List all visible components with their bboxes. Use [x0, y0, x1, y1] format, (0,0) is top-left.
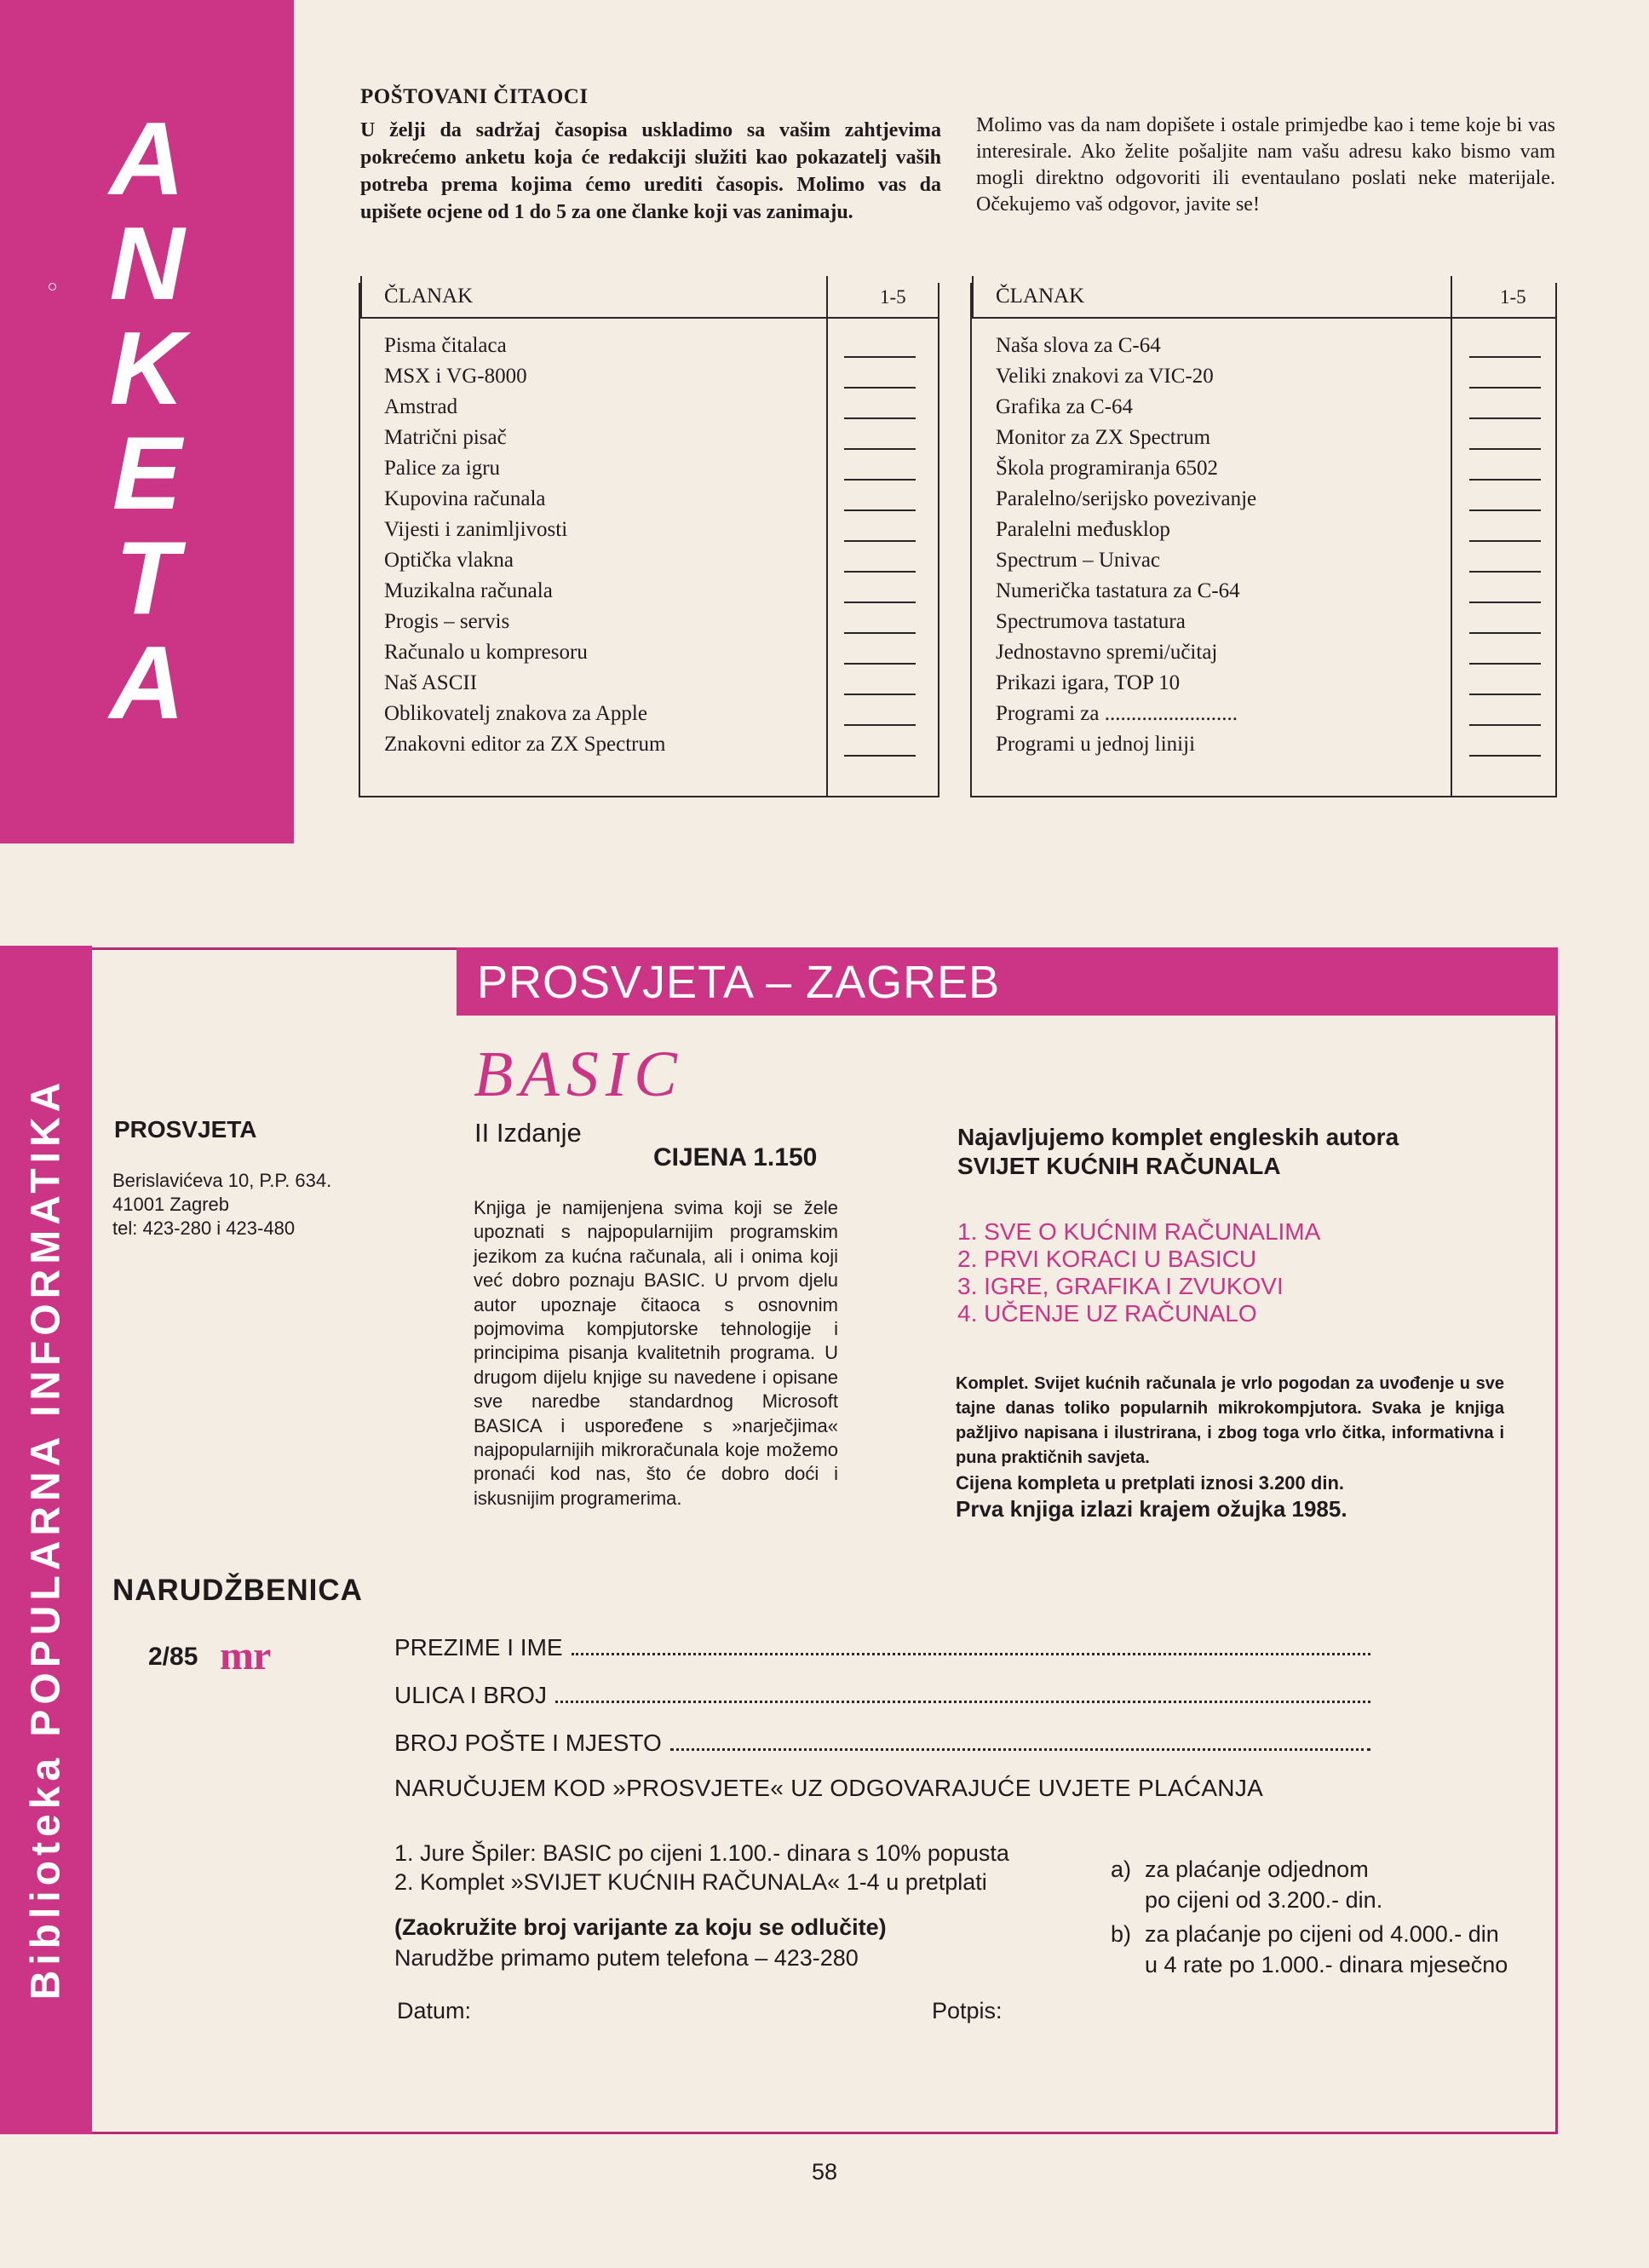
komplet-description: [956, 1372, 1504, 1522]
score-blank[interactable]: [844, 448, 916, 450]
article-name: Računalo u kompresoru: [384, 641, 588, 664]
article-name: Programi za .........................: [996, 702, 1238, 725]
table-row: [972, 392, 1555, 423]
article-name: Jednostavno spremi/učitaj: [996, 641, 1218, 664]
score-blank[interactable]: [1469, 755, 1541, 757]
intro-bold-text: U želji da sadržaj časopisa uskladimo sa vašim zahtjevima pokrećemo anketu koja će redakciji služiti kao pokazatelj vaših potreba prema kojima ćemo urediti časopis. Molimo vas da upišete ocjene od 1 do 5 za one članke koji vas zanimaju.: [360, 119, 941, 223]
biblioteka-band-text: Biblioteka POPULARNA INFORMATIKA: [23, 1077, 69, 2000]
article-name: Oblikovatelj znakova za Apple: [384, 702, 647, 725]
article-name: Matrični pisač: [384, 426, 507, 449]
score-blank[interactable]: [1469, 602, 1541, 603]
magazine-logo: mr: [220, 1633, 271, 1678]
table-row: [972, 545, 1555, 576]
header-score: 1-5: [1500, 286, 1526, 308]
list-item: 2. PRVI KORACI U BASICU: [957, 1246, 1257, 1272]
date-label: Datum:: [397, 1998, 472, 2023]
address-line: tel: 423-280 i 423-480: [112, 1217, 296, 1239]
article-name: Veliki znakovi za VIC-20: [996, 365, 1214, 388]
score-blank[interactable]: [844, 632, 916, 634]
table-row: [972, 637, 1555, 668]
score-blank[interactable]: [844, 694, 916, 695]
score-blank[interactable]: [844, 663, 916, 665]
table-row: [360, 699, 938, 729]
payment-option-b[interactable]: [1111, 1919, 1508, 1980]
article-name: Programi u jednoj liniji: [996, 733, 1196, 756]
survey-table-header: [972, 283, 1555, 319]
form-title: NARUDŽBENICA: [112, 1574, 363, 1607]
article-name: Numerička tastatura za C-64: [996, 579, 1240, 602]
article-name: Pisma čitalaca: [384, 334, 507, 357]
score-blank[interactable]: [844, 755, 916, 757]
anketa-letter: A: [109, 625, 185, 740]
table-row: [360, 331, 938, 361]
table-row: [972, 515, 1555, 545]
price: CIJENA 1.150: [653, 1143, 818, 1171]
announcement-line: Najavljujemo komplet engleskih autora: [957, 1124, 1399, 1150]
payment-line: po cijeni od 3.200.- din.: [1145, 1887, 1383, 1913]
list-item: 4. UČENJE UZ RAČUNALO: [957, 1300, 1257, 1327]
table-row: [972, 668, 1555, 699]
field-label: PREZIME I IME: [394, 1634, 563, 1661]
issue-code: 2/85: [148, 1643, 198, 1671]
survey-table-body: [972, 319, 1555, 796]
article-name: Grafika za C-64: [996, 395, 1134, 418]
address-line: 41001 Zagreb: [112, 1194, 229, 1215]
article-name: Paralelno/serijsko povezivanje: [996, 487, 1257, 510]
article-name: Prikazi igara, TOP 10: [996, 671, 1181, 694]
announcement-line: SVIJET KUĆNIH RAČUNALA: [957, 1153, 1281, 1179]
score-blank[interactable]: [1469, 724, 1541, 726]
article-name: Spectrum – Univac: [996, 549, 1161, 572]
score-blank[interactable]: [1469, 509, 1541, 511]
article-name: Monitor za ZX Spectrum: [996, 426, 1211, 449]
score-blank[interactable]: [844, 571, 916, 573]
score-blank[interactable]: [844, 387, 916, 389]
survey-table-header: [360, 283, 938, 319]
survey-table-right: [970, 283, 1557, 797]
table-row: [360, 607, 938, 637]
order-option[interactable]: 1. Jure Špiler: BASIC po cijeni 1.100.- dinara s 10% popusta: [394, 1840, 1009, 1866]
publisher-name: PROSVJETA: [114, 1116, 257, 1143]
publisher-address: [112, 1169, 402, 1240]
dotted-fill-line[interactable]: [670, 1748, 1370, 1751]
table-row: [360, 453, 938, 484]
book-series-list: [957, 1218, 1320, 1327]
score-blank[interactable]: [844, 479, 916, 481]
score-blank[interactable]: [844, 724, 916, 726]
order-options: [394, 1839, 1009, 1897]
survey-table-left: [359, 283, 939, 797]
score-blank[interactable]: [1469, 417, 1541, 419]
table-row: [972, 423, 1555, 453]
table-row: [972, 331, 1555, 361]
payment-option-a[interactable]: [1111, 1854, 1382, 1915]
score-blank[interactable]: [1469, 479, 1541, 481]
edition: II Izdanje: [474, 1118, 582, 1148]
order-option[interactable]: 2. Komplet »SVIJET KUĆNIH RAČUNALA« 1-4 u pretplati: [394, 1869, 987, 1895]
table-row: [360, 392, 938, 423]
table-row: [972, 453, 1555, 484]
article-name: Optička vlakna: [384, 549, 514, 572]
anketa-letter: E: [112, 415, 182, 531]
phone-note: Narudžbe primamo putem telefona – 423-280: [394, 1945, 859, 1971]
intro-right-text: Molimo vas da nam dopišete i ostale primjedbe kao i teme koje bi vas interesirale. Ako želite pošaljite nam vašu adresu kako bismo vam mogli direktno odgovoriti ili eventaulano poslati neke materijale. Očekujemo vaš odgovor, javite se!: [976, 114, 1555, 216]
anketa-vertical-title: [0, 101, 294, 740]
intro-title: POŠTOVANI ČITAOCI: [360, 85, 589, 108]
table-row: [972, 576, 1555, 607]
street-field[interactable]: [394, 1675, 1370, 1709]
header-article: ČLANAK: [384, 285, 474, 308]
address-line: Berislavićeva 10, P.P. 634.: [112, 1170, 332, 1191]
score-blank[interactable]: [1469, 694, 1541, 695]
page-number: 58: [812, 2159, 838, 2185]
article-name: Spectrumova tastatura: [996, 610, 1186, 633]
signature-label: Potpis:: [932, 1998, 1003, 2023]
payment-mark: a): [1111, 1856, 1132, 1882]
circle-note: (Zaokružite broj varijante za koju se odlučite): [394, 1914, 887, 1940]
list-item: 1. SVE O KUĆNIM RAČUNALIMA: [957, 1218, 1321, 1245]
score-blank[interactable]: [1469, 632, 1541, 634]
table-row: [972, 484, 1555, 515]
table-row: [360, 576, 938, 607]
book-title: BASIC: [474, 1039, 684, 1110]
article-name: Kupovina računala: [384, 487, 546, 510]
anketa-letter: A: [109, 101, 185, 216]
score-blank[interactable]: [1469, 448, 1541, 450]
table-row: [360, 361, 938, 392]
score-blank[interactable]: [1469, 540, 1541, 542]
article-name: Amstrad: [384, 395, 458, 418]
table-row: [360, 637, 938, 668]
table-row: [972, 607, 1555, 637]
payment-line: za plaćanje po cijeni od 4.000.- din: [1145, 1921, 1499, 1947]
survey-table-body: [360, 319, 938, 796]
payment-mark: b): [1111, 1921, 1132, 1947]
article-name: Naš ASCII: [384, 671, 478, 694]
article-name: Naša slova za C-64: [996, 334, 1161, 357]
score-blank[interactable]: [1469, 663, 1541, 665]
article-name: Škola programiranja 6502: [996, 457, 1219, 480]
dotted-fill-line[interactable]: [572, 1653, 1370, 1655]
komplet-price: Cijena kompleta u pretplati iznosi 3.200 din.: [956, 1472, 1344, 1494]
order-statement: NARUČUJEM KOD »PROSVJETE« UZ ODGOVARAJUĆE UVJETE PLAĆANJA: [394, 1775, 1264, 1801]
table-row: [972, 361, 1555, 392]
dotted-fill-line[interactable]: [555, 1701, 1370, 1703]
table-row: [360, 729, 938, 760]
anketa-letter: N: [109, 205, 185, 321]
table-row: [972, 699, 1555, 729]
score-blank[interactable]: [1469, 356, 1541, 358]
post-field[interactable]: [394, 1723, 1370, 1757]
header-score: 1-5: [880, 286, 906, 308]
field-label: ULICA I BROJ: [394, 1682, 547, 1708]
table-row: [360, 515, 938, 545]
list-item: 3. IGRE, GRAFIKA I ZVUKOVI: [957, 1273, 1284, 1299]
table-row: [360, 668, 938, 699]
payment-line: u 4 rate po 1.000.- dinara mjesečno: [1145, 1952, 1508, 1977]
table-row: [360, 545, 938, 576]
score-blank[interactable]: [844, 602, 916, 603]
score-blank[interactable]: [1469, 571, 1541, 573]
table-row: [972, 729, 1555, 760]
surname-field[interactable]: [394, 1627, 1370, 1661]
score-blank[interactable]: [1469, 387, 1541, 389]
article-name: Palice za igru: [384, 457, 501, 480]
komplet-text: Komplet. Svijet kućnih računala je vrlo pogodan za uvođenje u sve tajne danas toliko popularnih mikrokompjutora. Svaka je knjiga pažljivo napisana i ilustrirana, i zbog toga vrlo čitka, informativna i puna praktičnih savjeta.: [956, 1374, 1504, 1467]
score-blank[interactable]: [844, 540, 916, 542]
article-name: Muzikalna računala: [384, 579, 553, 602]
score-blank[interactable]: [844, 356, 916, 358]
article-name: Progis – servis: [384, 610, 510, 633]
score-blank[interactable]: [844, 417, 916, 419]
article-name: Paralelni međusklop: [996, 518, 1170, 541]
order-header: PROSVJETA – ZAGREB: [477, 957, 1001, 1008]
article-name: Vijesti i zanimljivosti: [384, 518, 568, 541]
book-description: Knjiga je namijenjena svima koji se žele upoznati s najpopularnijim programskim jezikom za kućna računala, ali i onima koji već dobro poznaju BASIC. U prvom djelu autor upoznaje čitaoca s osnovnim pojmovima kompjutorske tehnologije i principima pisanja kvalitetnih programa. U drugom dijelu knjige su navedene i opisane sve naredbe standardnog Microsoft BASICA i uspoređene s »narječjima« najpopularnijih mikroračunala koje možemo pronaći kod nas, što će dobro doći i iskusnijim programerima.: [474, 1197, 838, 1509]
article-name: MSX i VG-8000: [384, 365, 527, 388]
announcement: [957, 1123, 1485, 1181]
payment-line: za plaćanje odjednom: [1145, 1856, 1369, 1882]
field-label: BROJ POŠTE I MJESTO: [394, 1730, 662, 1756]
table-row: [360, 484, 938, 515]
article-name: Znakovni editor za ZX Spectrum: [384, 733, 666, 756]
score-blank[interactable]: [844, 509, 916, 511]
anketa-letter: T: [115, 520, 179, 636]
komplet-release: Prva knjiga izlazi krajem ožujka 1985.: [956, 1496, 1347, 1522]
table-row: [360, 423, 938, 453]
anketa-letter: K: [109, 310, 185, 426]
header-article: ČLANAK: [996, 285, 1085, 308]
